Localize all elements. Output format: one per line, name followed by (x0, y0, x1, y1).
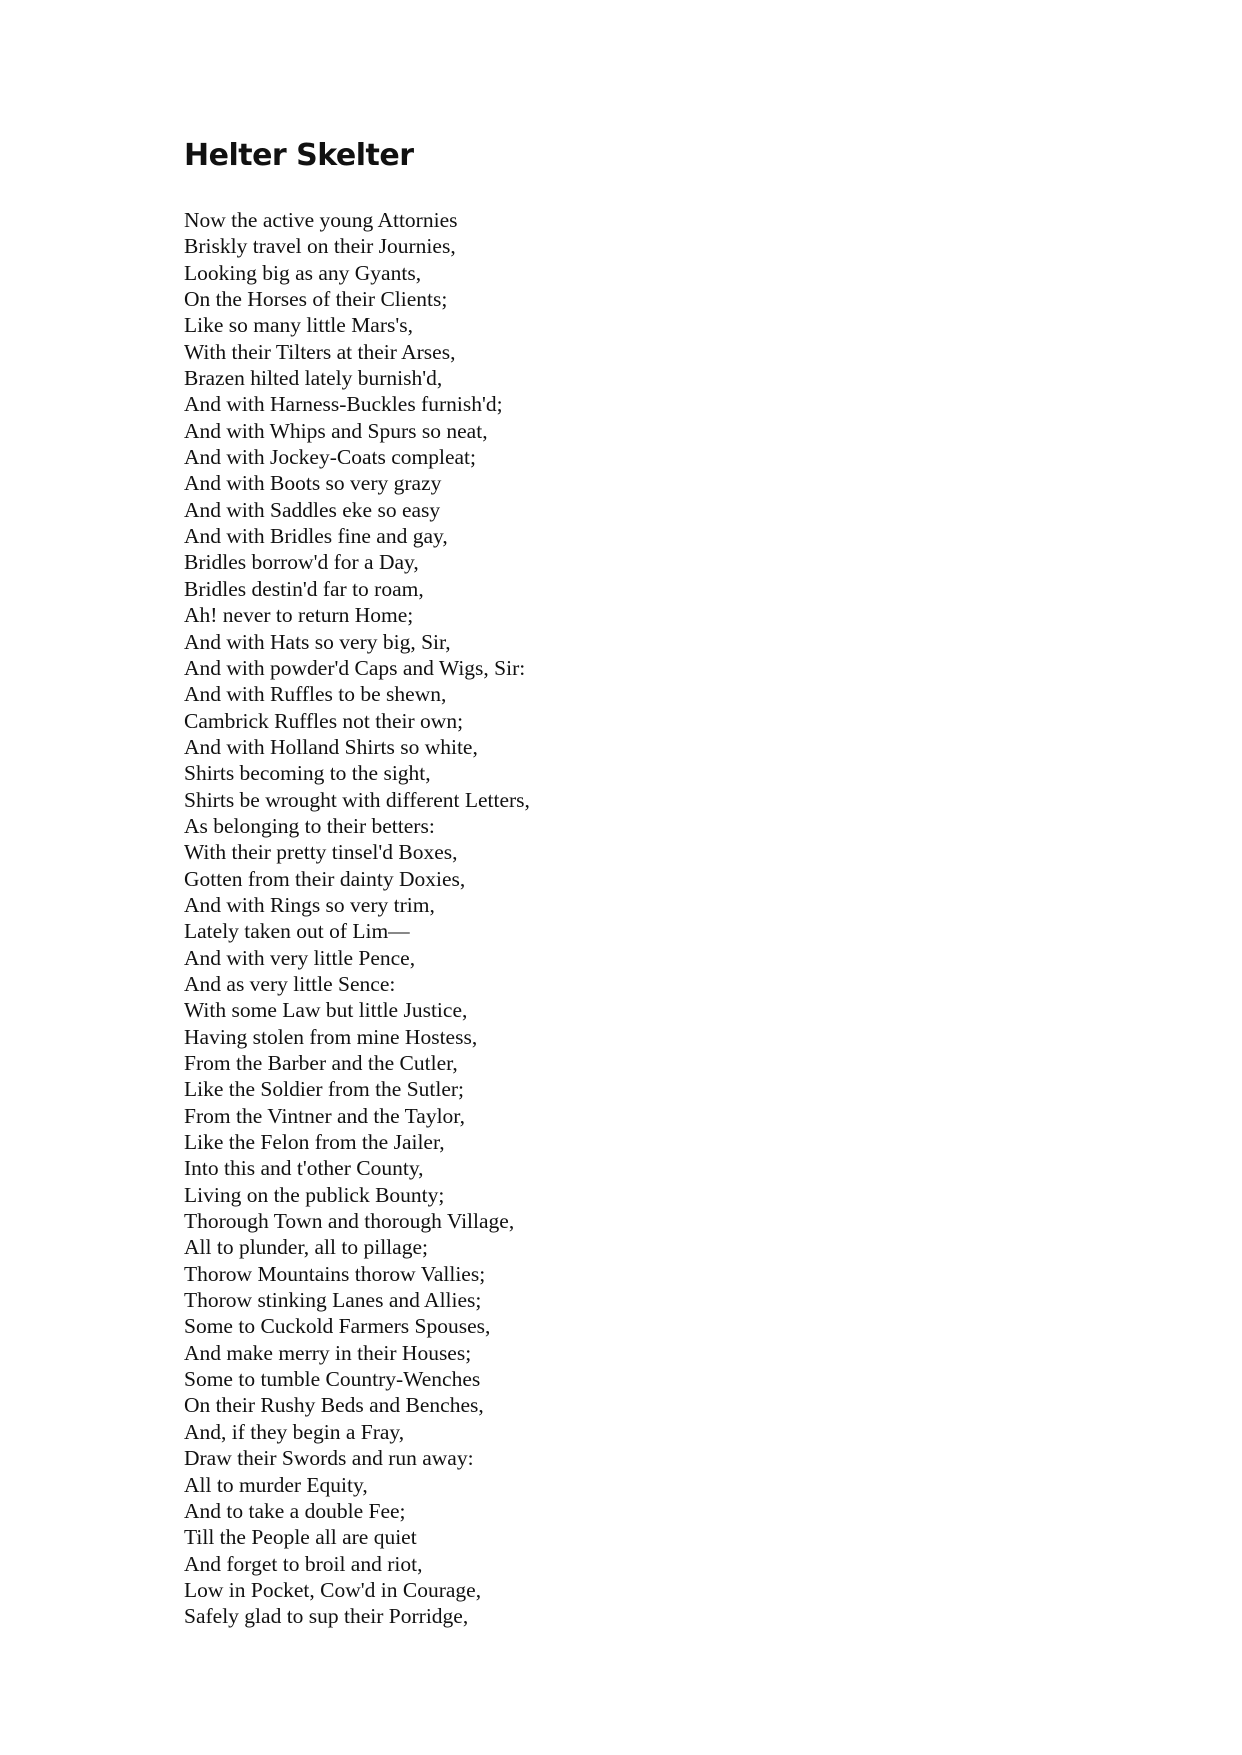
poem-line: With some Law but little Justice, (184, 998, 468, 1023)
poem-line: And with Whips and Spurs so neat, (184, 418, 488, 443)
poem-line: From the Barber and the Cutler, (184, 1051, 458, 1075)
poem-line: And with Ruffles to be shewn, (184, 682, 447, 707)
poem-line: On their Rushy Beds and Benches, (184, 1393, 484, 1418)
poem-line: Lately taken out of Lim— (184, 919, 410, 944)
poem-line: Like so many little Mars's, (184, 313, 413, 338)
poem-line: Looking big as any Gyants, (184, 260, 422, 285)
poem-line: Briskly travel on their Journies, (184, 234, 456, 259)
poem-line: Brazen hilted lately burnish'd, (184, 366, 443, 391)
poem-line: Ah! never to return Home; (184, 603, 414, 628)
poem-line: Living on the publick Bounty; (184, 1182, 445, 1207)
poem-line: From the Vintner and the Taylor, (184, 1103, 465, 1128)
poem-line: Safely glad to sup their Porridge, (184, 1604, 469, 1629)
poem-line: Low in Pocket, Cow'd in Courage, (184, 1577, 482, 1602)
poem-line: And with Boots so very grazy (184, 471, 442, 496)
poem-body (184, 207, 530, 1630)
poem-line: With their pretty tinsel'd Boxes, (184, 840, 458, 865)
poem-line: With their Tilters at their Arses, (184, 339, 456, 364)
poem-line: All to murder Equity, (184, 1472, 368, 1497)
poem-line: Into this and t'other County, (184, 1156, 424, 1181)
poem-line: Shirts becoming to the sight, (184, 761, 431, 786)
poem-line: And with Saddles eke so easy (184, 497, 441, 522)
poem-line: Like the Soldier from the Sutler; (184, 1077, 465, 1102)
poem-line: Bridles borrow'd for a Day, (184, 550, 419, 575)
poem-line: Bridles destin'd far to roam, (184, 576, 424, 601)
poem-line: And with powder'd Caps and Wigs, Sir: (184, 655, 526, 680)
poem-line: And forget to broil and riot, (184, 1551, 423, 1576)
poem-line: All to plunder, all to pillage; (184, 1235, 428, 1260)
poem-line: And with Rings so very trim, (184, 892, 435, 917)
poem-line: Shirts be wrought with different Letters, (184, 787, 530, 812)
poem-line: Thorow Mountains thorow Vallies; (184, 1261, 486, 1286)
poem-line: And with Jockey-Coats compleat; (184, 445, 476, 470)
poem-line: And with Hats so very big, Sir, (184, 629, 451, 654)
poem-title: Helter Skelter (184, 138, 414, 173)
poem-line: Some to tumble Country-Wenches (184, 1367, 481, 1392)
poem-line: Like the Felon from the Jailer, (184, 1130, 445, 1155)
poem-line: And to take a double Fee; (184, 1498, 406, 1523)
poem-line: Thorough Town and thorough Village, (184, 1209, 515, 1234)
poem-line: Till the People all are quiet (184, 1525, 417, 1550)
poem-line: And, if they begin a Fray, (184, 1419, 405, 1444)
poem-line: Some to Cuckold Farmers Spouses, (184, 1314, 491, 1339)
poem-line: And with Bridles fine and gay, (184, 524, 448, 549)
poem-line: On the Horses of their Clients; (184, 287, 448, 312)
poem-line: As belonging to their betters: (184, 813, 435, 838)
poem-line: Cambrick Ruffles not their own; (184, 708, 464, 733)
poem-line: Having stolen from mine Hostess, (184, 1024, 478, 1049)
poem-line: And with Holland Shirts so white, (184, 734, 478, 759)
poem-line: And make merry in their Houses; (184, 1340, 472, 1365)
poem-line: And with very little Pence, (184, 945, 416, 970)
poem-line: Thorow stinking Lanes and Allies; (184, 1288, 482, 1313)
poem-line: Draw their Swords and run away: (184, 1446, 474, 1471)
poem-line: Now the active young Attornies (184, 208, 458, 232)
poem-line: And as very little Sence: (184, 971, 396, 996)
poem-line: Gotten from their dainty Doxies, (184, 866, 466, 891)
poem-line: And with Harness-Buckles furnish'd; (184, 392, 503, 417)
